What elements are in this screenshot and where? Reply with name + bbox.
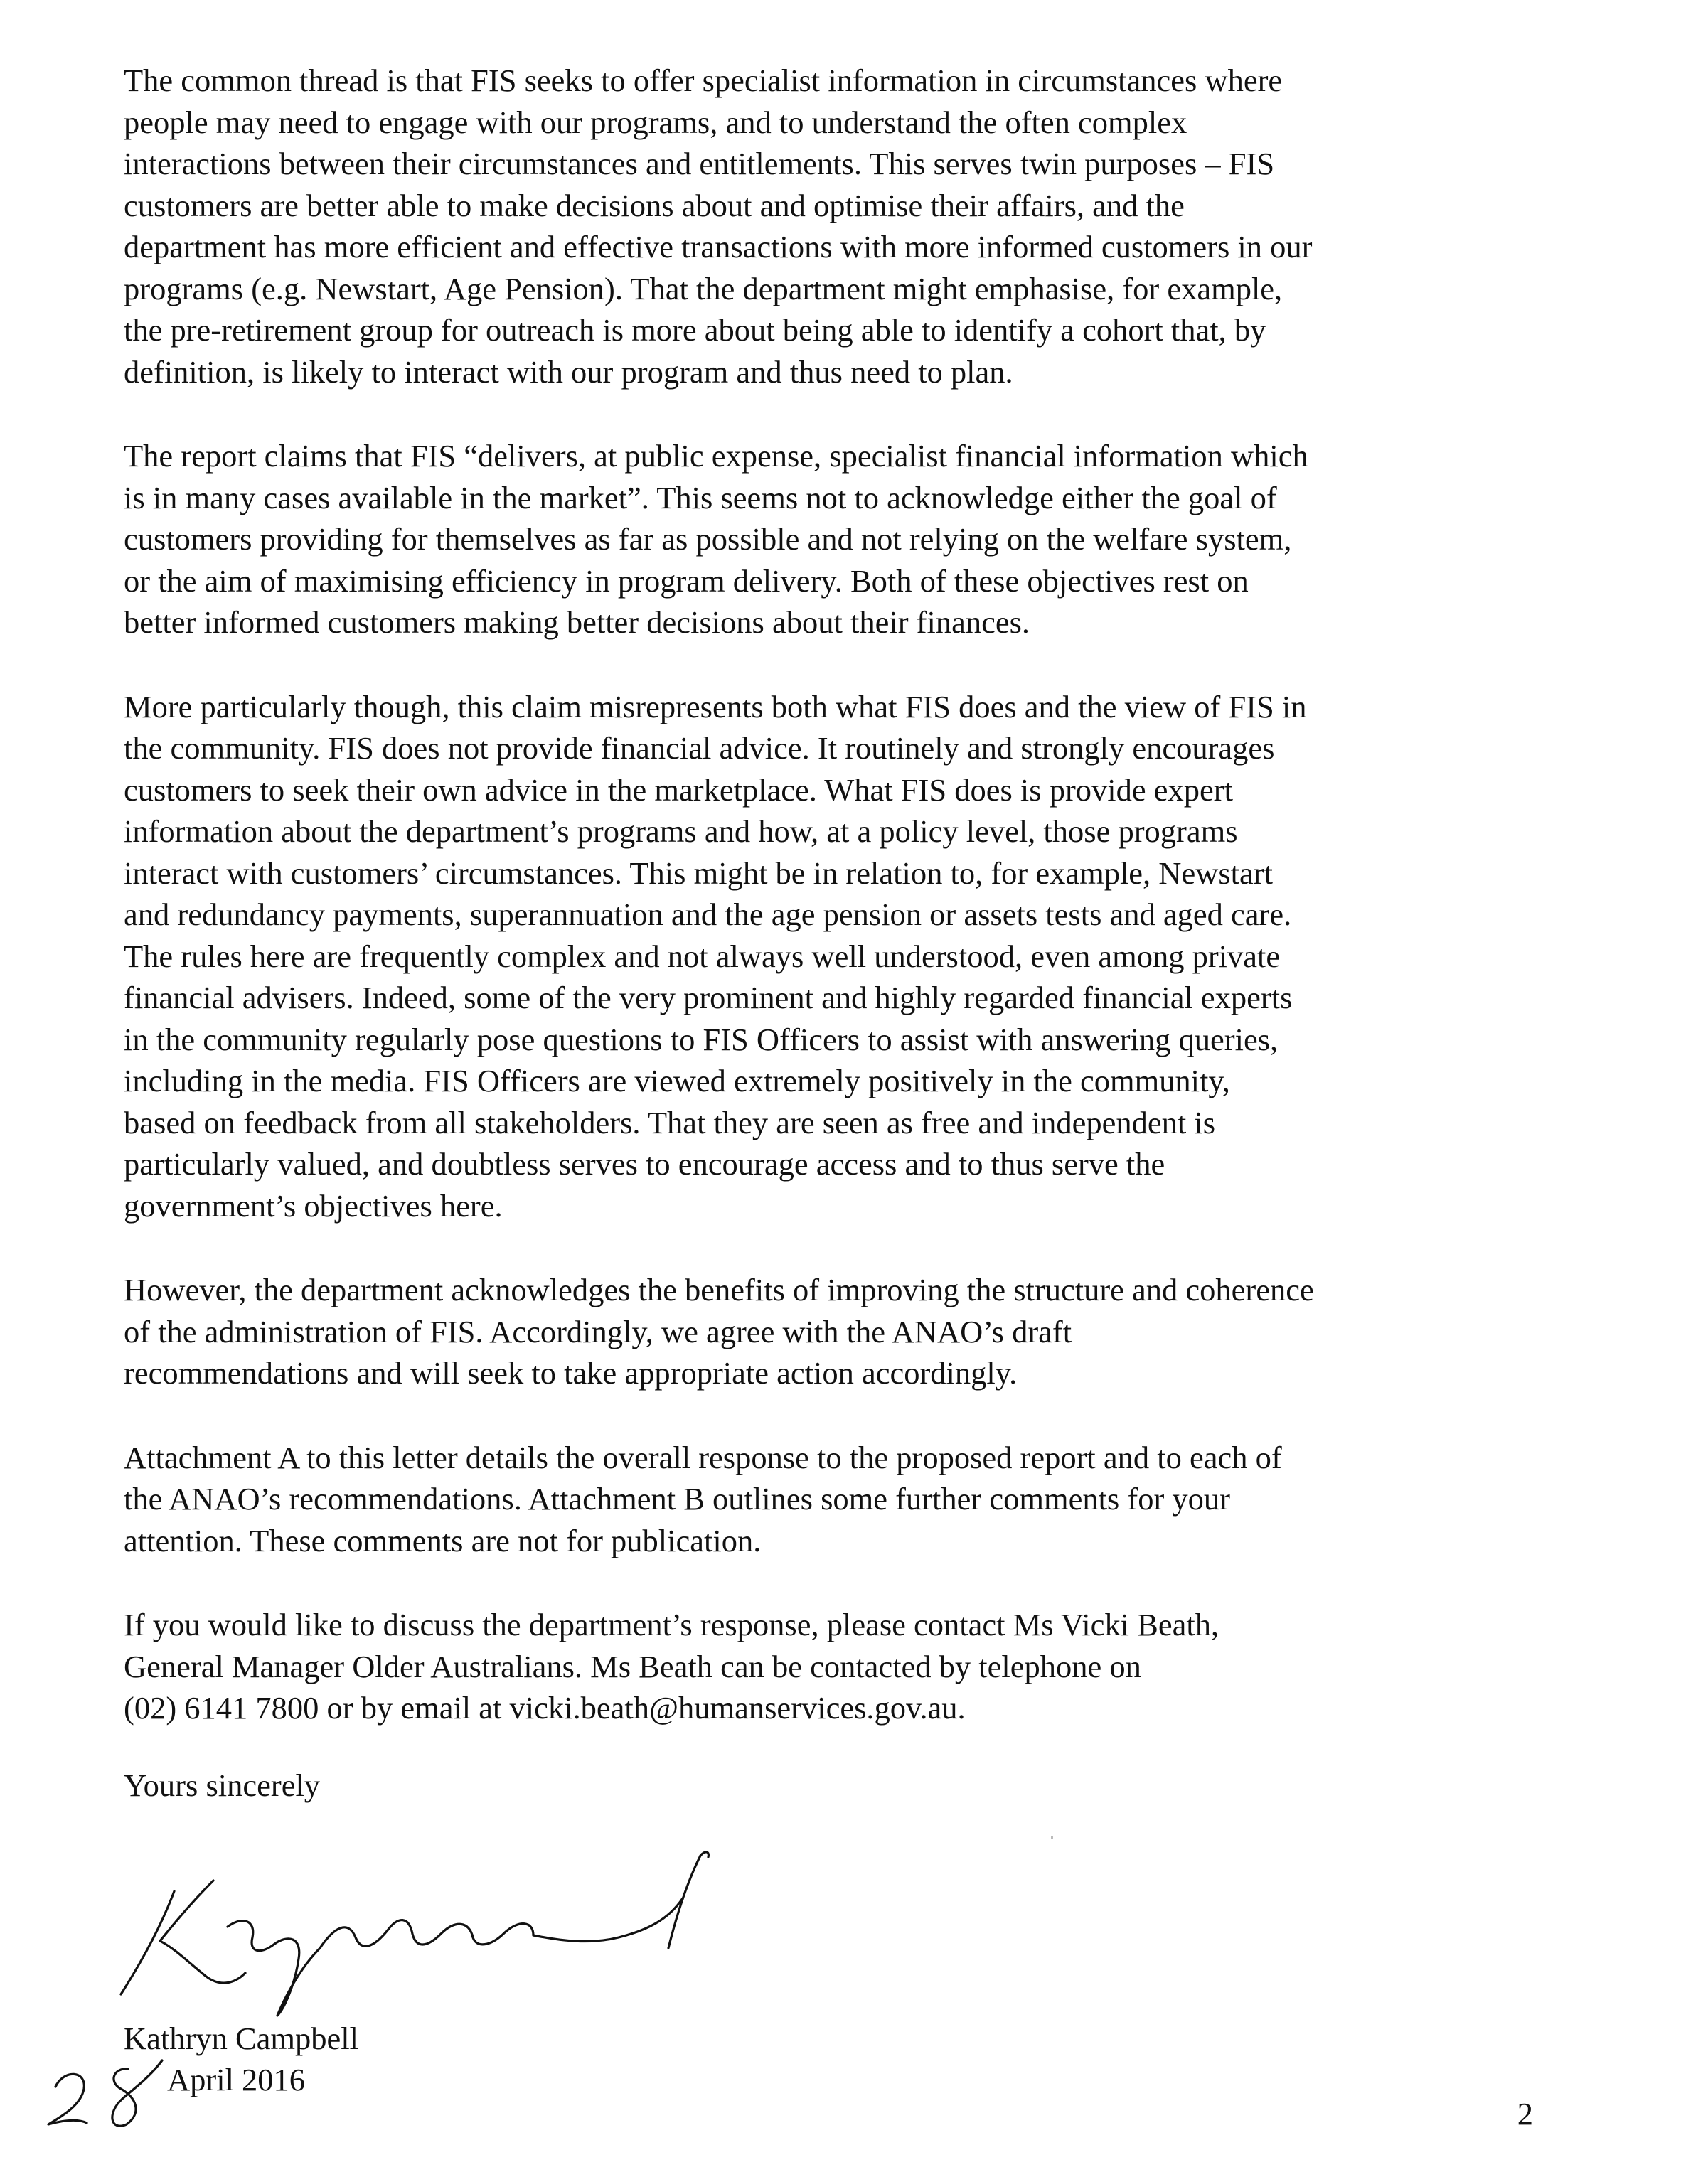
paragraph-gap <box>124 1226 1546 1269</box>
paragraph-gap <box>124 1561 1546 1604</box>
handwritten-signature-icon <box>107 1841 732 2019</box>
paragraph-contact: If you would like to discuss the department’s response, please contact Ms Vicki Beath, General Manager Older Australians. Ms Beath can be contacted by telephone on (02) 6141 7800 or by email at vicki.beath@humanservices.gov.au. <box>124 1607 1219 1726</box>
paragraph-acknowledges: However, the department acknowledges the benefits of improving the structure and coherence of the administration of FIS. Accordingly, we agree with the ANAO’s draft recommendations and will seek to take appropriate action accordingly. <box>124 1272 1314 1391</box>
paragraph-gap <box>124 643 1546 686</box>
closing-salutation: Yours sincerely <box>124 1767 321 1803</box>
paragraph-gap <box>124 1394 1546 1437</box>
paragraph-misrepresents: More particularly though, this claim misrepresents both what FIS does and the view of FIS in the community. FIS does not provide financial advice. It routinely and strongly encourages customers to seek their own advice in the marketplace. What FIS does is provide expert information about the department’s programs and how, at a policy level, those programs interact with customers’ circumstances. This might be in relation to, for example, Newstart and redundancy payments, superannuation and the age pension or assets tests and aged care. The rules here are frequently complex and not always well understood, even among private financial advisers. Indeed, some of the very prominent and highly regarded financial experts in the community regularly pose questions to FIS Officers to assist with answering queries, including in the media. FIS Officers are viewed extremely positively in the community, based on feedback from all stakeholders. That they are seen as free and independent is particularly valued, and doubtless serves to encourage access and to thus serve the government’s objectives here. <box>124 688 1307 1224</box>
scan-speck <box>1051 1836 1053 1839</box>
date-printed: April 2016 <box>167 2062 306 2097</box>
paragraph-common-thread: The common thread is that FIS seeks to offer specialist information in circumstances where people may need to engage with our programs, and to understand the often complex interactions between their circumstances and entitlements. This serves twin purposes – FIS customers are better able to make decisions about and optimise their affairs, and the department has more efficient and effective transactions with more informed customers in our programs (e.g. Newstart, Age Pension). That the department might emphasise, for example, the pre-retirement group for outreach is more about being able to identify a cohort that, by definition, is likely to interact with our program and thus need to plan. <box>124 63 1313 390</box>
signer-name: Kathryn Campbell <box>124 2021 358 2056</box>
handwritten-date-icon <box>43 2048 171 2133</box>
page-number: 2 <box>1517 2096 1533 2131</box>
paragraph-gap <box>124 392 1546 435</box>
letter-body <box>124 60 1546 1729</box>
paragraph-report-claims: The report claims that FIS “delivers, at public expense, specialist financial information which is in many cases available in the market”. This seems not to acknowledge either the goal of customers providing for themselves as far as possible and not relying on the welfare system, or the aim of maximising efficiency in program delivery. Both of these objectives rest on better informed customers making better decisions about their finances. <box>124 438 1308 640</box>
paragraph-attachments: Attachment A to this letter details the overall response to the proposed report and to each of the ANAO’s recommendations. Attachment B outlines some further comments for your attention. These comments are not for publication. <box>124 1439 1282 1558</box>
signature-date <box>43 2048 398 2133</box>
